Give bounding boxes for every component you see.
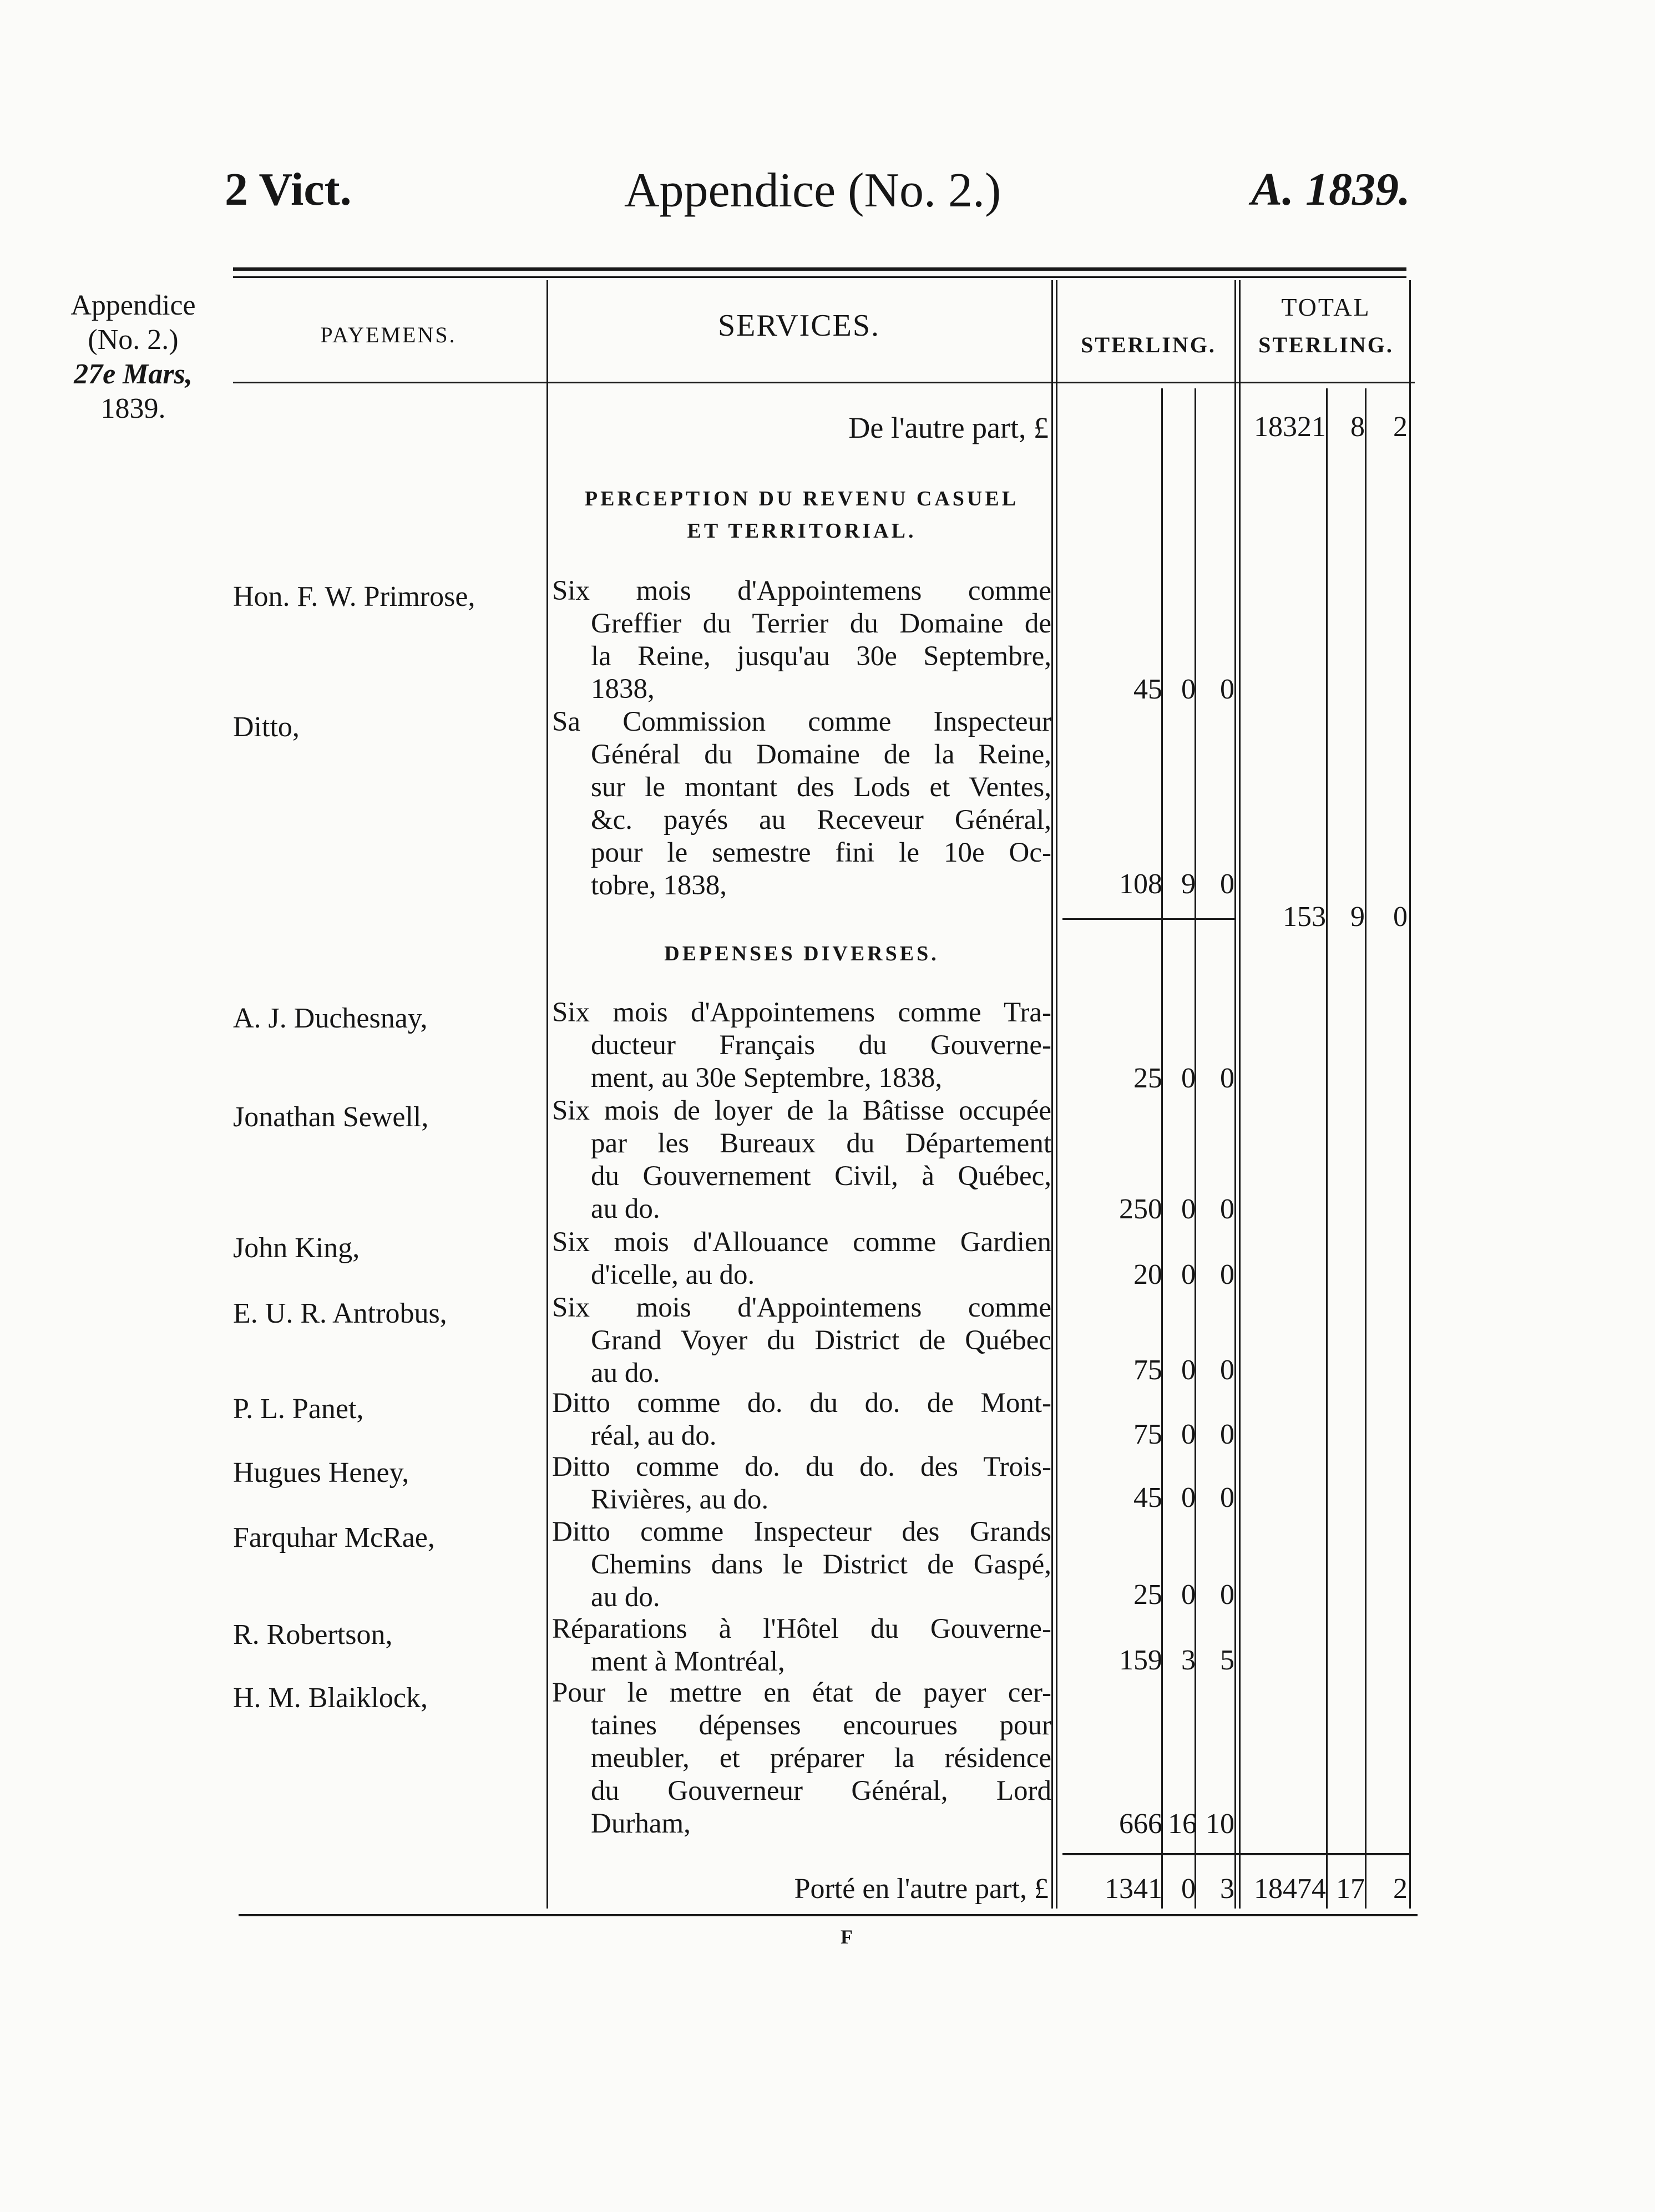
carried-out-pounds: 1341: [1105, 1873, 1162, 1905]
section-heading: DEPENSES DIVERSES.: [664, 942, 939, 965]
service-line: du Gouverneur Général, Lord: [591, 1775, 1051, 1806]
header-bottom-rule: [233, 382, 1415, 383]
table-bottom-rule: [239, 1914, 1418, 1916]
service-line: Durham,: [591, 1808, 691, 1839]
grand-total-shillings: 17: [1336, 1873, 1365, 1905]
column-divider: [1234, 280, 1236, 1909]
table-top-rule: [233, 267, 1406, 271]
margin-note: [44, 288, 222, 426]
subtotal-shillings: 9: [1350, 901, 1365, 933]
amount-shillings: 0: [1181, 1354, 1196, 1386]
service-description: [552, 1516, 1051, 1614]
service-description: [552, 575, 1051, 706]
amount-pence: 0: [1220, 868, 1234, 900]
signature-mark: F: [841, 1926, 853, 1948]
column-divider: [1161, 388, 1163, 1909]
service-line: Ditto comme do. du do. de Mont-: [552, 1388, 1051, 1419]
amount-pounds: 45: [1133, 674, 1162, 705]
service-line: Chemins dans le District de Gaspé,: [591, 1549, 1051, 1580]
amount-pounds: 25: [1133, 1062, 1162, 1094]
amount-pence: 0: [1220, 1193, 1234, 1225]
running-head-left: 2 Vict.: [225, 164, 352, 215]
amount-shillings: 9: [1181, 868, 1196, 900]
carried-in-shillings: 8: [1350, 411, 1365, 443]
service-line: 1838,: [591, 674, 655, 705]
column-divider: [1409, 280, 1411, 1909]
service-line: Pour le mettre en état de payer cer-: [552, 1677, 1051, 1708]
service-description: [552, 1451, 1051, 1516]
amount-shillings: 0: [1181, 1062, 1196, 1094]
column-header-sterling: STERLING.: [1081, 332, 1216, 357]
column-divider: [1239, 280, 1241, 1909]
payee-name: John King,: [233, 1232, 360, 1264]
service-line: Rivières, au do.: [591, 1484, 769, 1515]
service-line: Réparations à l'Hôtel du Gouverne-: [552, 1613, 1051, 1644]
section-heading-line: PERCEPTION DU REVENU CASUEL: [584, 487, 1019, 510]
column-divider: [1195, 388, 1196, 1909]
service-line: ment à Montréal,: [591, 1646, 785, 1677]
amount-pence: 0: [1220, 1419, 1234, 1450]
service-line: Six mois de loyer de la Bâtisse occupée: [552, 1095, 1051, 1126]
amount-shillings: 0: [1181, 1579, 1196, 1611]
service-description: [552, 1292, 1051, 1390]
service-line: Six mois d'Allouance comme Gardien: [552, 1227, 1051, 1258]
service-line: meubler, et préparer la résidence: [591, 1743, 1051, 1774]
service-line: Six mois d'Appointemens comme: [552, 1292, 1051, 1323]
amount-shillings: 0: [1181, 674, 1196, 705]
amount-pence: 0: [1220, 1259, 1234, 1290]
amount-pounds: 250: [1119, 1193, 1162, 1225]
service-description: [552, 1095, 1051, 1226]
service-line: au do.: [591, 1193, 660, 1224]
service-line: ment, au 30e Septembre, 1838,: [591, 1062, 943, 1094]
carried-in-pounds: 18321: [1254, 411, 1326, 443]
amount-shillings: 0: [1181, 1193, 1196, 1225]
amount-pence: 10: [1206, 1808, 1234, 1840]
service-line: du Gouvernement Civil, à Québec,: [591, 1161, 1051, 1192]
carried-out-shillings: 0: [1181, 1873, 1196, 1905]
column-divider: [546, 280, 548, 1909]
service-description: [552, 1677, 1051, 1840]
column-divider: [1365, 388, 1366, 1909]
service-description: [552, 1613, 1051, 1678]
amount-pounds: 666: [1119, 1808, 1162, 1840]
column-header-payemens: PAYEMENS.: [320, 322, 457, 347]
amount-pounds: 75: [1133, 1354, 1162, 1386]
running-head-right: A. 1839.: [1251, 164, 1411, 215]
service-line: au do.: [591, 1582, 660, 1613]
payee-name: Hon. F. W. Primrose,: [233, 581, 475, 613]
column-header-total-sterling: STERLING.: [1258, 332, 1394, 357]
margin-note-date: 27e Mars,: [74, 358, 193, 390]
amount-pounds: 159: [1119, 1644, 1162, 1676]
service-description: [552, 996, 1051, 1095]
payee-name: R. Robertson,: [233, 1619, 393, 1651]
service-description: [552, 706, 1051, 902]
service-line: pour le semestre fini le 10e Oc-: [591, 837, 1051, 868]
amount-pence: 0: [1220, 674, 1234, 705]
payee-name: Ditto,: [233, 711, 300, 743]
service-line: Ditto comme do. du do. des Trois-: [552, 1451, 1051, 1482]
totals-rule: [1062, 1853, 1409, 1855]
amount-shillings: 0: [1181, 1419, 1196, 1450]
service-line: Grand Voyer du District de Québec: [591, 1325, 1051, 1356]
section-heading: [552, 483, 1051, 547]
service-line: &c. payés au Receveur Général,: [591, 804, 1051, 836]
payee-name: A. J. Duchesnay,: [233, 1003, 428, 1034]
column-header-total: TOTAL: [1281, 293, 1371, 321]
payee-name: Jonathan Sewell,: [233, 1101, 429, 1133]
column-divider: [1056, 280, 1057, 1909]
service-description: [552, 1387, 1051, 1452]
amount-pence: 0: [1220, 1579, 1234, 1611]
margin-note-line: 1839.: [100, 393, 166, 424]
amount-shillings: 0: [1181, 1482, 1196, 1514]
subtotal-pounds: 153: [1283, 901, 1326, 933]
service-line: sur le montant des Lods et Ventes,: [591, 772, 1051, 803]
service-line: Six mois d'Appointemens comme Tra-: [552, 997, 1051, 1028]
column-header-services: SERVICES.: [717, 308, 880, 343]
service-line: Six mois d'Appointemens comme: [552, 575, 1051, 606]
service-line: la Reine, jusqu'au 30e Septembre,: [591, 641, 1051, 672]
margin-note-line: (No. 2.): [88, 324, 179, 356]
service-line: ducteur Français du Gouverne-: [591, 1030, 1051, 1061]
service-line: par les Bureaux du Département: [591, 1128, 1051, 1159]
amount-shillings: 16: [1168, 1808, 1197, 1840]
section-heading-line: ET TERRITORIAL.: [687, 519, 917, 543]
amount-pounds: 75: [1133, 1419, 1162, 1450]
payee-name: Farquhar McRae,: [233, 1522, 435, 1553]
amount-pounds: 108: [1119, 868, 1162, 900]
service-line: Sa Commission comme Inspecteur: [552, 706, 1051, 737]
service-line: Ditto comme Inspecteur des Grands: [552, 1516, 1051, 1547]
amount-pence: 0: [1220, 1482, 1234, 1514]
amount-shillings: 3: [1181, 1644, 1196, 1676]
carried-out-label: Porté en l'autre part, £: [794, 1873, 1049, 1905]
service-line: Greffier du Terrier du Domaine de: [591, 608, 1051, 639]
margin-note-line: Appendice: [70, 290, 196, 321]
service-line: taines dépenses encourues pour: [591, 1710, 1051, 1741]
carried-out-pence: 3: [1220, 1873, 1234, 1905]
service-line: réal, au do.: [591, 1420, 717, 1451]
payee-name: H. M. Blaiklock,: [233, 1682, 428, 1714]
payee-name: E. U. R. Antrobus,: [233, 1298, 447, 1329]
service-line: d'icelle, au do.: [591, 1259, 755, 1290]
payee-name: P. L. Panet,: [233, 1393, 364, 1425]
column-divider: [1326, 388, 1328, 1909]
running-head-center: Appendice (No. 2.): [624, 164, 1001, 217]
column-divider: [1051, 280, 1053, 1909]
amount-pence: 0: [1220, 1062, 1234, 1094]
service-line: tobre, 1838,: [591, 870, 727, 901]
carried-in-pence: 2: [1393, 411, 1408, 443]
amount-shillings: 0: [1181, 1259, 1196, 1290]
grand-total-pounds: 18474: [1254, 1873, 1326, 1905]
payee-name: Hugues Heney,: [233, 1457, 409, 1489]
table-top-rule-thin: [233, 276, 1406, 278]
subtotal-pence: 0: [1393, 901, 1408, 933]
amount-pounds: 25: [1133, 1579, 1162, 1611]
amount-pence: 5: [1220, 1644, 1234, 1676]
amount-pounds: 45: [1133, 1482, 1162, 1514]
service-line: Général du Domaine de la Reine,: [591, 739, 1051, 770]
amount-pence: 0: [1220, 1354, 1234, 1386]
service-line: au do.: [591, 1358, 660, 1389]
subtotal-rule: [1062, 918, 1234, 920]
grand-total-pence: 2: [1393, 1873, 1408, 1905]
carried-in-label: De l'autre part, £: [848, 411, 1049, 444]
service-description: [552, 1226, 1051, 1292]
amount-pounds: 20: [1133, 1259, 1162, 1290]
